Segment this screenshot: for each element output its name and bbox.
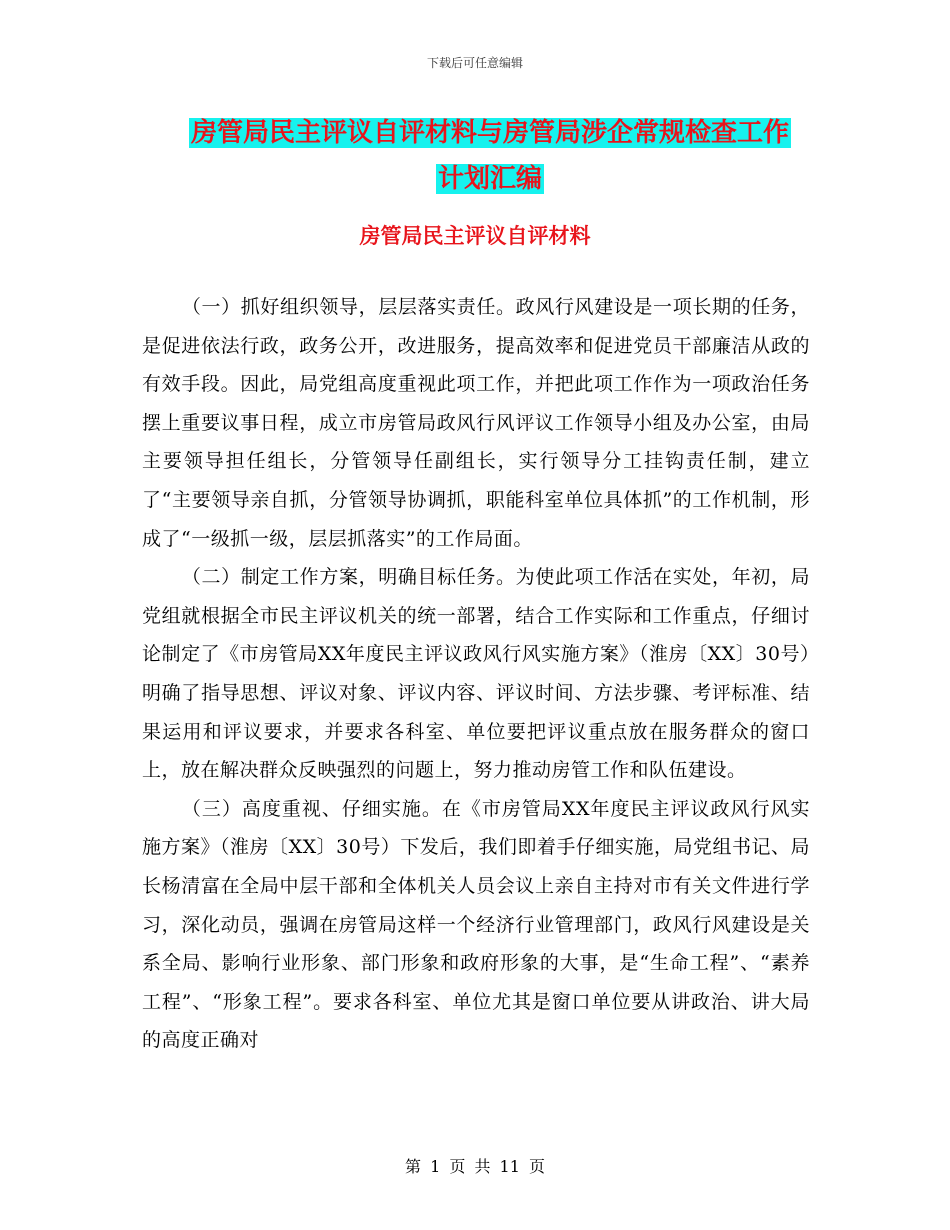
- document-title-line-2: 计划汇编: [437, 164, 542, 194]
- body-text: [142, 288, 810, 1060]
- page-footer: 第 1 页 共 11 页: [405, 1157, 545, 1176]
- header-note: 下载后可任意编辑: [426, 56, 523, 70]
- section-title: 房管局民主评议自评材料: [359, 224, 591, 248]
- document-title-line-1: 房管局民主评议自评材料与房管局涉企常规检查工作: [190, 118, 789, 148]
- paragraph-1: （一）抓好组织领导，层层落实责任。政风行风建设是一项长期的任务，是促进依法行政，政务公开，改进服务，提高效率和促进党员干部廉洁从政的有效手段。因此，局党组高度重视此项工作，并把此项工作作为一项政治任务摆上重要议事日程，成立市房管局政风行风评议工作领导小组及办公室，由局主要领导担任组长，分管领导任副组长，实行领导分工挂钩责任制，建立了“主要领导亲自抓，分管领导协调抓，职能科室单位具体抓”的工作机制，形成了“一级抓一级，层层抓落实”的工作局面。: [142, 296, 810, 550]
- paragraph-3: （三）高度重视、仔细实施。在《市房管局XX年度民主评议政风行风实施方案》（淮房〔XX〕30号）下发后，我们即着手仔细实施，局党组书记、局长杨清富在全局中层干部和全体机关人员会议上亲自主持对市有关文件进行学习，深化动员，强调在房管局这样一个经济行业管理部门，政风行风建设是关系全局、影响行业形象、部门形象和政府形象的大事，是“生命工程”、“素养工程”、“形象工程”。要求各科室、单位尤其是窗口单位要从讲政治、讲大局的高度正确对: [142, 797, 810, 1052]
- paragraph-2: （二）制定工作方案，明确目标任务。为使此项工作活在实处，年初，局党组就根据全市民主评议机关的统一部署，结合工作实际和工作重点，仔细讨论制定了《市房管局XX年度民主评议政风行风实施方案》（淮房〔XX〕30号）明确了指导思想、评议对象、评议内容、评议时间、方法步骤、考评标准、结果运用和评议要求，并要求各科室、单位要把评议重点放在服务群众的窗口上，放在解决群众反映强烈的问题上，努力推动房管工作和队伍建设。: [142, 566, 810, 782]
- document-title: [140, 110, 840, 202]
